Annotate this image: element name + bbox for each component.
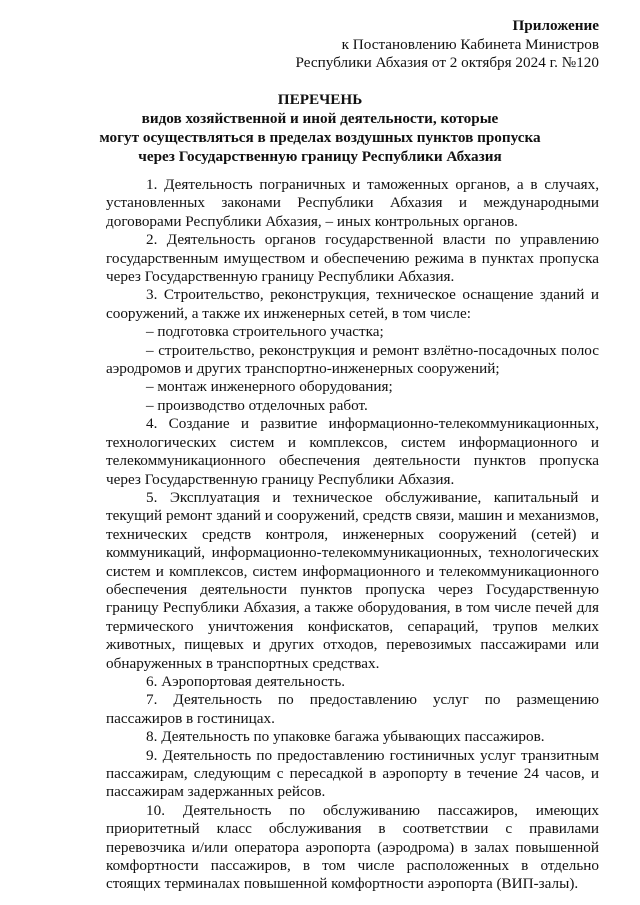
list-item-4: 4. Создание и развитие информационно-телекоммуникационных, технологических систем и комплексов, систем информационного и телекоммуникационного обеспечения деятельности пунктов пропуска через Государственную границу Республики Абхазия. [106,415,599,488]
list-item-5: 5. Эксплуатация и техническое обслуживание, капитальный и текущий ремонт зданий и сооружений, средств связи, машин и механизмов, технических средств контроля, инженерных сооружений (сетей) и коммуникаций, информационно-телекоммуникационных, технологических систем и комплексов, систем информационного и телекоммуникационного обеспечения деятельности пунктов пропуска через Государственную границу Республики Абхазия, а также оборудования, в том числе печей для термического уничтожения конфискатов, сепараций, трупов мелких животных, пищевых и других отходов, перевозимых пассажирами или обнаруженных в транспортных средствах. [106,488,599,672]
list-item-10: 10. Деятельность по обслуживанию пассажиров, имеющих приоритетный класс обслуживания в соответствии с правилами перевозчика и/или оператора аэропорта (аэродрома) в залах повышенной комфортности пассажиров, в том числе расположенных в отдельно стоящих терминалах повышенной комфортности аэропорта (ВИП-залы). [106,801,599,893]
document-body [106,176,599,894]
list-item-6: 6. Аэропортовая деятельность. [146,672,346,690]
appendix-line-1: к Постановлению Кабинета Министров [341,35,599,53]
list-item-8: 8. Деятельность по упаковке багажа убывающих пассажиров. [146,728,545,746]
sub-item-3-1: – подготовка строительного участка; [146,323,384,341]
sub-item-3-3: – монтаж инженерного оборудования; [146,378,393,396]
appendix-line-2: Республики Абхазия от 2 октября 2024 г. №120 [295,54,599,71]
list-item-7: 7. Деятельность по предоставлению услуг по размещению пассажиров в гостиницах. [106,691,599,727]
sub-item-3-2: – строительство, реконструкция и ремонт взлётно-посадочных полос аэродромов и других транспортно-инженерных сооружений; [106,341,599,378]
heading-title: ПЕРЕЧЕНЬ [277,91,363,108]
sub-item-3-4: – производство отделочных работ. [146,396,368,414]
appendix-header [296,17,599,73]
heading-line-1: видов хозяйственной и иной деятельности, которые [141,110,499,127]
appendix-title: Приложение [512,17,599,34]
heading-line-3: через Государственную границу Республики Абхазия [138,148,502,165]
heading-line-2: могут осуществляться в пределах воздушных пунктов пропуска [99,129,541,146]
list-item-9: 9. Деятельность по предоставлению гостиничных услуг транзитным пассажирам, следующим с пересадкой в аэропорту в течение 24 часов, и пассажирам задержанных рейсов. [106,746,599,801]
list-item-2: 2. Деятельность органов государственной власти по управлению государственным имуществом и обеспечению режима в пунктах пропуска через Государственную границу Республики Абхазия. [106,231,599,286]
list-item-1: 1. Деятельность пограничных и таможенных органов, а в случаях, установленных законами Республики Абхазия и международными договорами Республики Абхазия, – иных контрольных органов. [106,176,599,230]
list-item-3: 3. Строительство, реконструкция, техническое оснащение зданий и сооружений, а также их инженерных сетей, в том числе: [106,286,599,322]
document-heading [0,90,640,166]
